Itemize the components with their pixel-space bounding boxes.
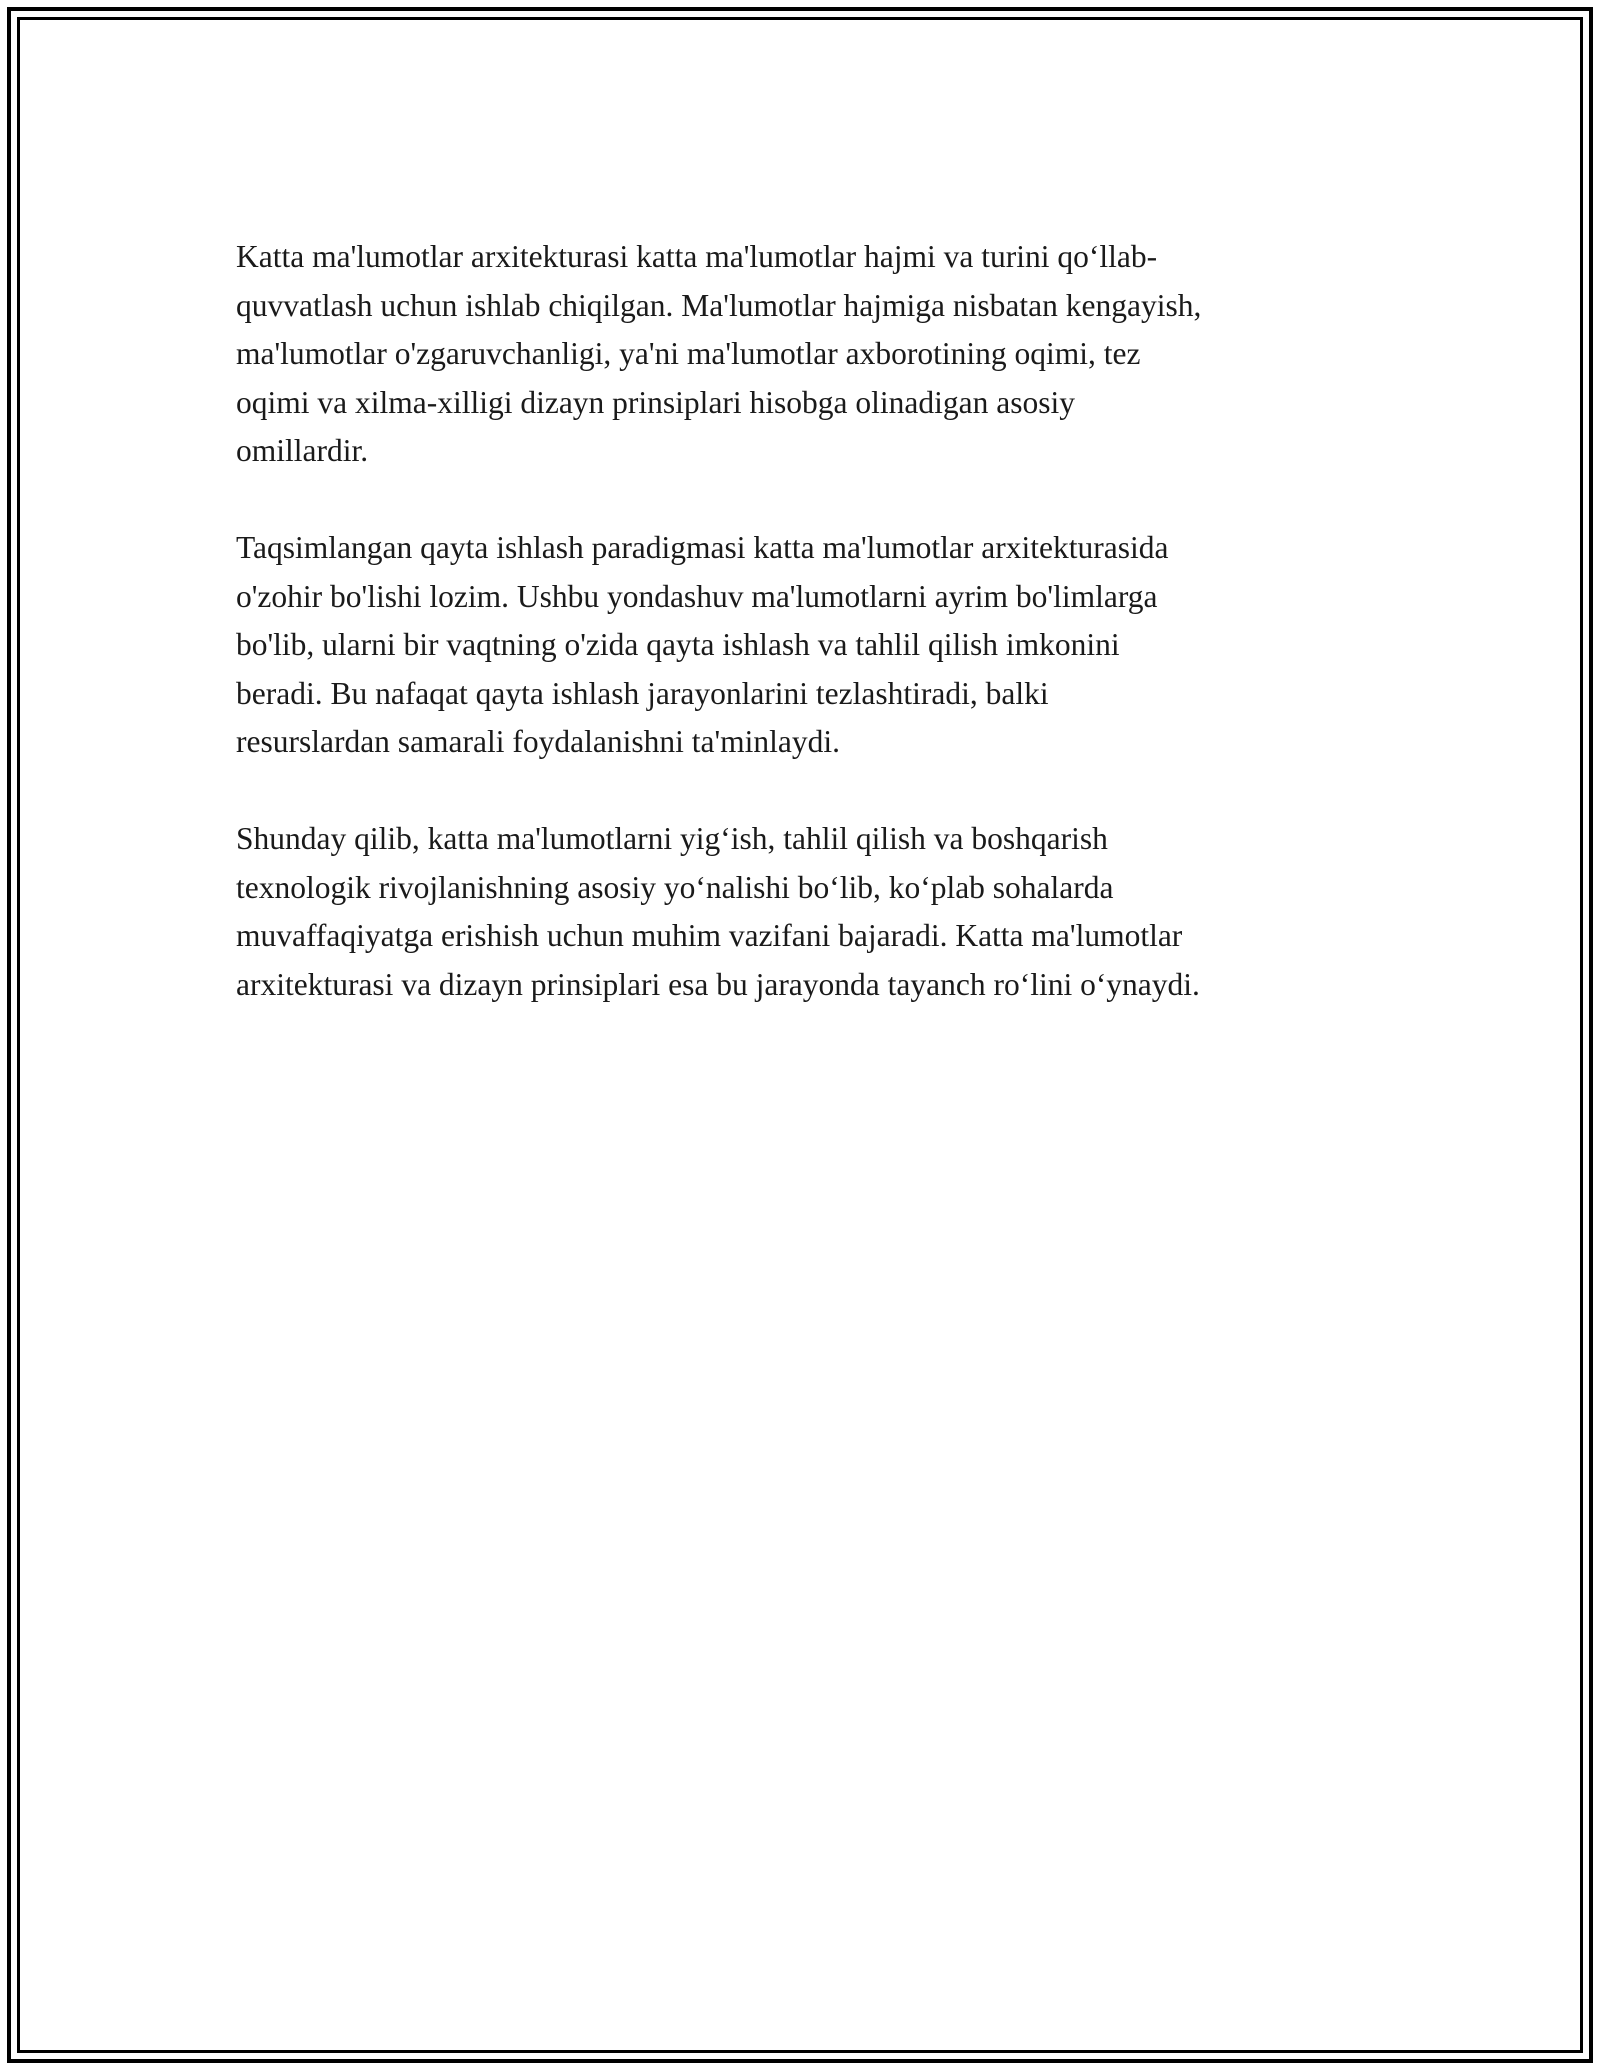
text-line: resurslardan samarali foydalanishni ta'minlaydi. bbox=[236, 724, 840, 760]
text-line: muvaffaqiyatga erishish uchun muhim vazifani bajaradi. Katta ma'lumotlar bbox=[236, 918, 1183, 954]
text-line: arxitekturasi va dizayn prinsiplari esa bu jarayonda tayanch ro‘lini o‘ynaydi. bbox=[236, 966, 1200, 1002]
paragraph-3 bbox=[236, 815, 1366, 1009]
text-line: oqimi va xilma-xilligi dizayn prinsiplari hisobga olinadigan asosiy bbox=[236, 384, 1075, 420]
paragraph-1 bbox=[236, 233, 1366, 476]
text-line: ma'lumotlar o'zgaruvchanligi, ya'ni ma'lumotlar axborotining oqimi, tez bbox=[236, 336, 1141, 372]
text-line: beradi. Bu nafaqat qayta ishlash jarayonlarini tezlashtiradi, balki bbox=[236, 675, 1049, 711]
text-line: texnologik rivojlanishning asosiy yo‘nalishi bo‘lib, ko‘plab sohalarda bbox=[236, 869, 1114, 905]
text-line: o'zohir bo'lishi lozim. Ushbu yondashuv ma'lumotlarni ayrim bo'limlarga bbox=[236, 578, 1158, 614]
text-line: Katta ma'lumotlar arxitekturasi katta ma'lumotlar hajmi va turini qo‘llab- bbox=[236, 239, 1158, 274]
text-line: bo'lib, ularni bir vaqtning o'zida qayta ishlash va tahlil qilish imkonini bbox=[236, 627, 1120, 663]
text-line: quvvatlash uchun ishlab chiqilgan. Ma'lumotlar hajmiga nisbatan kengayish, bbox=[236, 287, 1202, 323]
document-body bbox=[236, 233, 1366, 1009]
text-line: Taqsimlangan qayta ishlash paradigmasi katta ma'lumotlar arxitekturasida bbox=[236, 529, 1169, 565]
text-line: Shunday qilib, katta ma'lumotlarni yig‘ish, tahlil qilish va boshqarish bbox=[236, 820, 1108, 856]
paragraph-2 bbox=[236, 524, 1366, 767]
text-line: omillardir. bbox=[236, 433, 369, 469]
